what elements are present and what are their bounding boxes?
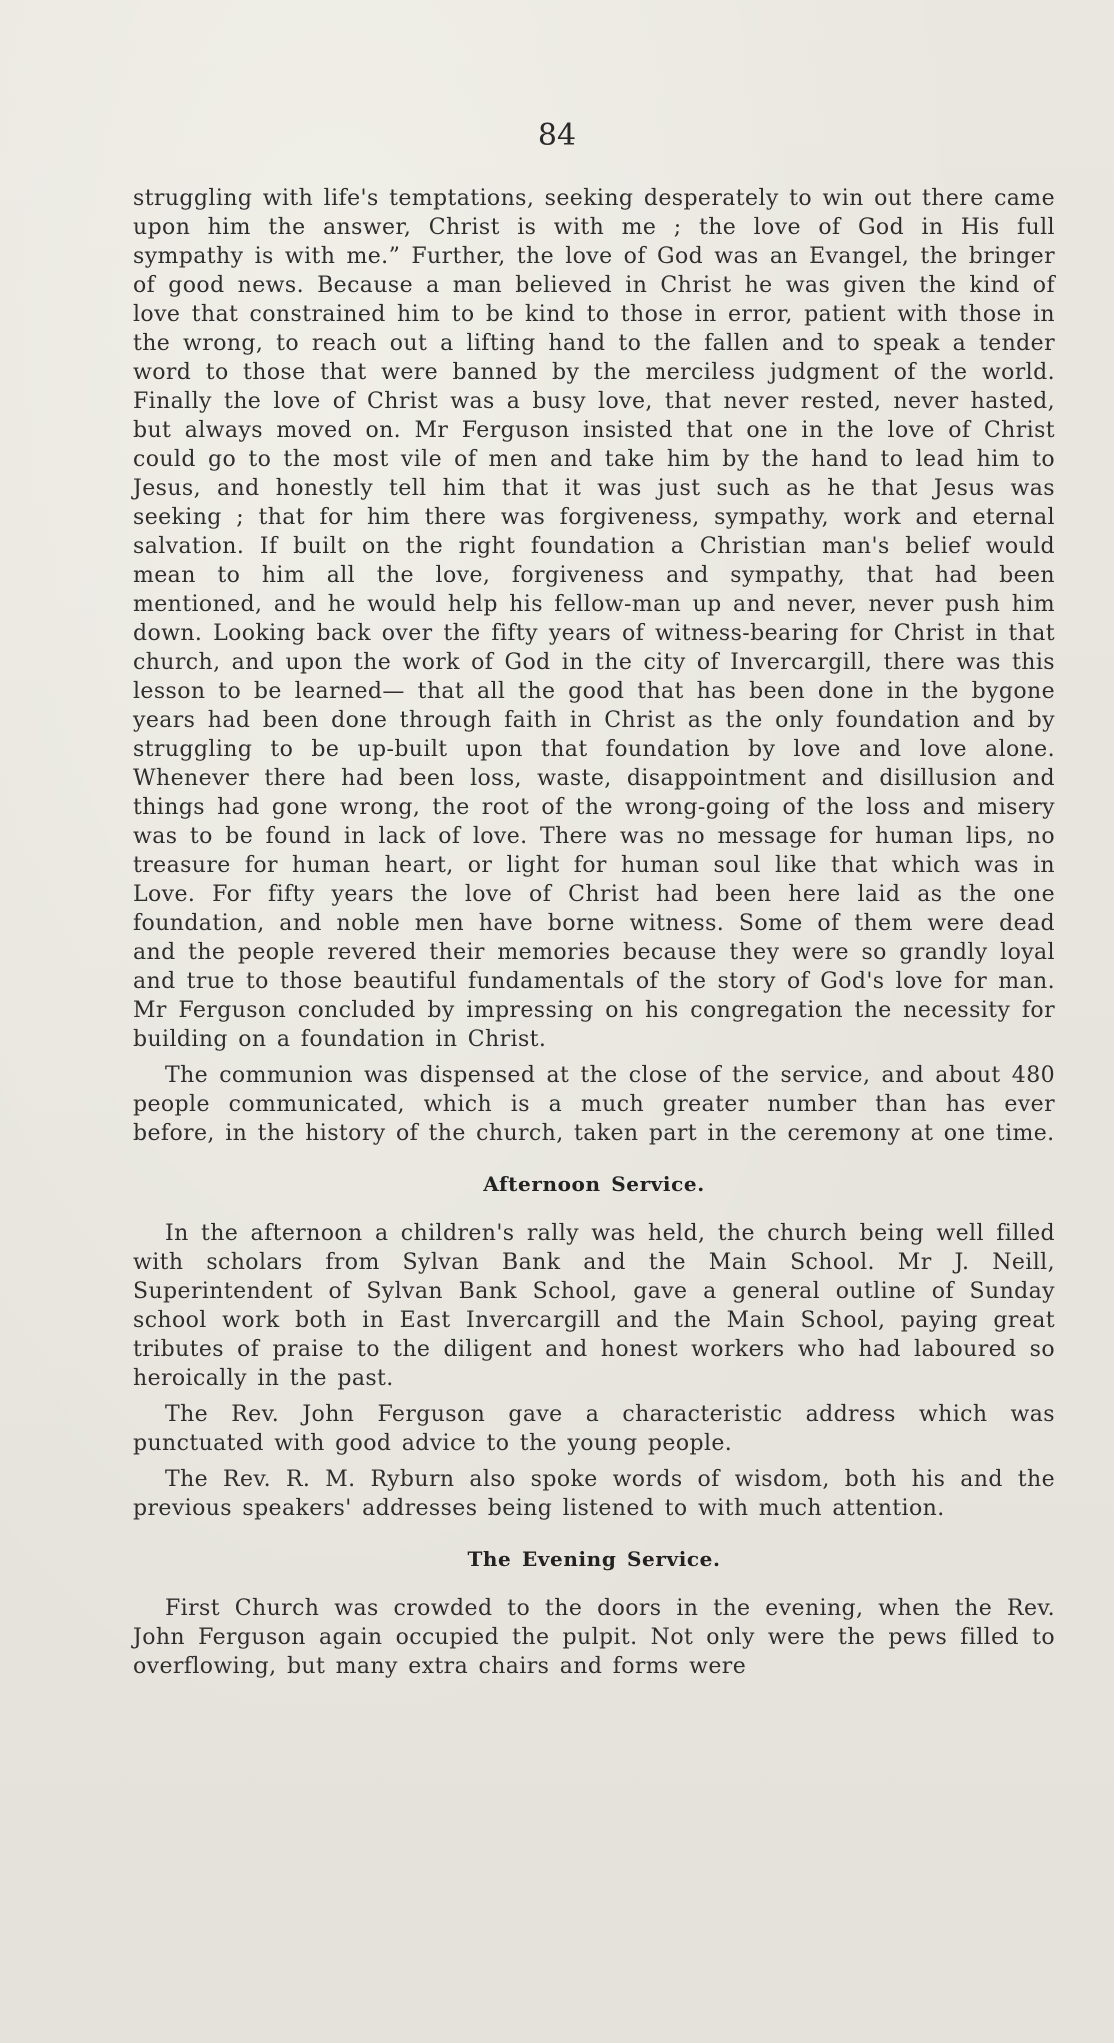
section-heading-evening: The Evening Service. <box>467 1547 721 1571</box>
body-text <box>133 184 1055 1688</box>
paragraph: First Church was crowded to the doors in the evening, when the Rev. John Ferguson again occupied the pulpit. Not only were the pews filled to overflowing, but many extra chairs and forms were <box>133 1596 1055 1679</box>
paragraph: struggling with life's temptations, seeking desperately to win out there came upon him the answer, Christ is with me ; the love of God in His full sympathy is with me.” Further, the love of God was an Evangel, the bringer of good news. Because a man believed in Christ he was given the kind of love that constrained him to be kind to those in error, patient with those in the wrong, to reach out a lifting hand to the fallen and to speak a tender word to those that were banned by the merciless judgment of the world. Finally the love of Christ was a busy love, that never rested, never hasted, but always moved on. Mr Ferguson insisted that one in the love of Christ could go to the most vile of men and take him by the hand to lead him to Jesus, and honestly tell him that it was just such as he that Jesus was seeking ; that for him there was forgiveness, sympathy, work and eternal salvation. If built on the right foundation a Christian man's belief would mean to him all the love, forgiveness and sympathy, that had been mentioned, and he would help his fellow-man up and never, never push him down. Looking back over the fifty years of witness-bearing for Christ in that church, and upon the work of God in the city of Invercargill, there was this lesson to be learned— that all the good that has been done in the bygone years had been done through faith in Christ as the only foundation and by struggling to be up-built upon that foundation by love and love alone. Whenever there had been loss, waste, disappointment and disillusion and things had gone wrong, the root of the wrong-going of the loss and misery was to be found in lack of love. There was no message for human lips, no treasure for human heart, or light for human soul like that which was in Love. For fifty years the love of Christ had been here laid as the one foundation, and noble men have borne witness. Some of them were dead and the people revered their memories because they were so grandly loyal and true to those beautiful fundamentals of the story of God's love for man. Mr Ferguson concluded by impressing on his congregation the necessity for building on a foundation in Christ. <box>133 186 1055 1052</box>
paragraph: In the afternoon a children's rally was held, the church being well filled with scholars from Sylvan Bank and the Main School. Mr J. Neill, Superintendent of Sylvan Bank School, gave a general outline of Sunday school work both in East Invercargill and the Main School, paying great tributes of praise to the diligent and honest workers who had laboured so heroically in the past. <box>133 1221 1055 1391</box>
section-heading-afternoon: Afternoon Service. <box>483 1172 705 1196</box>
paragraph: The communion was dispensed at the close of the service, and about 480 people communicated, which is a much greater number than has ever before, in the history of the church, taken part in the ceremony at one time. <box>133 1063 1055 1146</box>
paragraph: The Rev. R. M. Ryburn also spoke words of wisdom, both his and the previous speakers' addresses being listened to with much attention. <box>133 1467 1055 1521</box>
paragraph: The Rev. John Ferguson gave a characteristic address which was punctuated with good advice to the young people. <box>133 1402 1055 1456</box>
page-number: 84 <box>537 118 577 153</box>
